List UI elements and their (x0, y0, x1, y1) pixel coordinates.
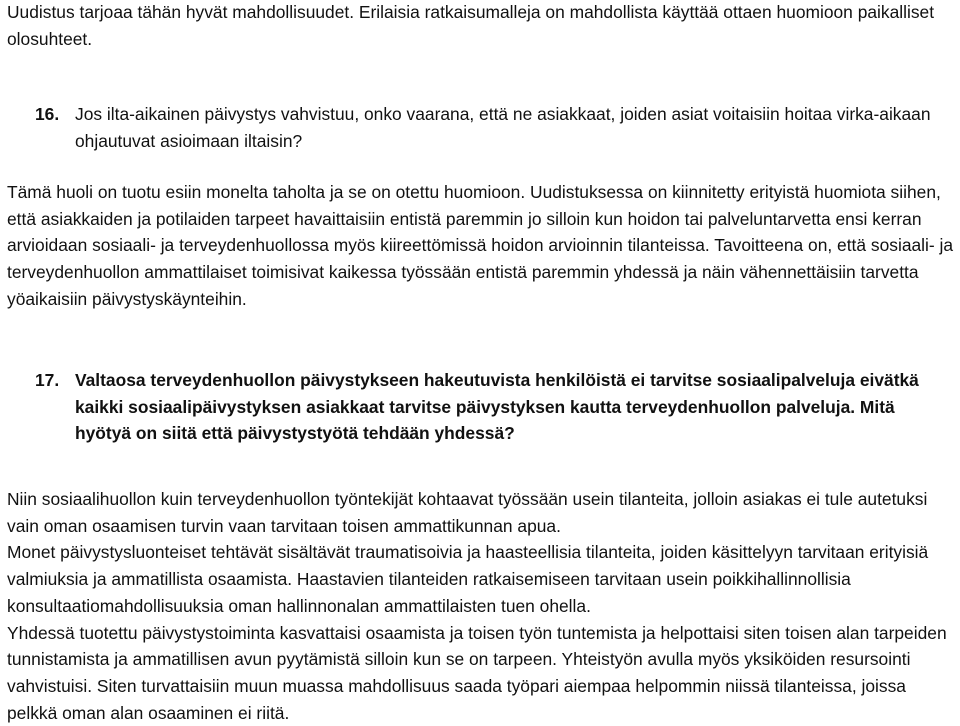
question-16-number: 16. (35, 104, 60, 124)
question-17-text: Valtaosa terveydenhuollon päivystykseen hakeutuvista henkilöistä ei tarvitse sosiaalipalveluja eivätkä kaikki sosiaalipäivystyksen asiakkaat tarvitse päivystyksen kautta terveydenhuollon palveluja. Mitä hyötyä on siitä että päivystystyötä tehdään yhdessä? (75, 370, 919, 444)
intro-paragraph: Uudistus tarjoaa tähän hyvät mahdollisuudet. Erilaisia ratkaisumalleja on mahdollista käyttää ottaen huomioon paikalliset olosuhteet. (7, 2, 935, 49)
question-16-text: Jos ilta-aikainen päivystys vahvistuu, onko vaarana, että ne asiakkaat, joiden asiat voitaisiin hoitaa virka-aikaan ohjautuvat asioimaan iltaisin? (75, 104, 931, 151)
answer-17-section (7, 486, 956, 726)
answer-16-paragraph: Tämä huoli on tuotu esiin monelta taholta ja se on otettu huomioon. Uudistuksessa on kiinnitetty erityistä huomiota siihen, että asiakkaiden ja potilaiden tarpeet havaittaisiin entistä paremmin jo silloin kun hoidon tai palveluntarvetta ensi kerran arvioidaan sosiaali- ja terveydenhuollossa myös kiireettömissä hoidon arvioinnin tilanteissa. Tavoitteena on, että sosiaali- ja terveydenhuollon ammattilaiset toimisivat kaikessa työssään entistä paremmin yhdessä ja näin vähennettäisiin tarvetta yöaikaisiin päivystyskäynteihin. (7, 182, 954, 309)
question-17-number: 17. (35, 370, 60, 390)
answer-17-paragraph-3: Yhdessä tuotettu päivystystoiminta kasvattaisi osaamista ja toisen työn tuntemista ja helpottaisi siten toisen alan tarpeiden tunnistamista ja ammatillisen avun pyytämistä silloin kun se on tarpeen. Yhteistyön avulla myös yksiköiden resursointi vahvistuisi. Siten turvattaisiin muun muassa mahdollisuus saada työpari aiempaa helpommin niissä tilanteissa, joissa pelkkä oman alan osaaminen ei riitä. (7, 622, 947, 723)
answer-17-paragraph-1: Niin sosiaalihuollon kuin terveydenhuollon työntekijät kohtaavat työssään usein tilanteita, jolloin asiakas ei tule autetuksi vain oman osaamisen turvin vaan tarvitaan toisen ammattikunnan apua. (7, 489, 928, 536)
answer-17-paragraph-2: Monet päivystysluonteiset tehtävät sisältävät traumatisoivia ja haasteellisia tilanteita, joiden käsittelyyn tarvitaan erityisiä valmiuksia ja ammatillista osaamista. Haastavien tilanteiden ratkaisemiseen tarvitaan usein poikkihallinnollisia konsultaatiomahdollisuuksia oman hallinnonalan ammattilaisten tuen ohella. (7, 542, 929, 616)
